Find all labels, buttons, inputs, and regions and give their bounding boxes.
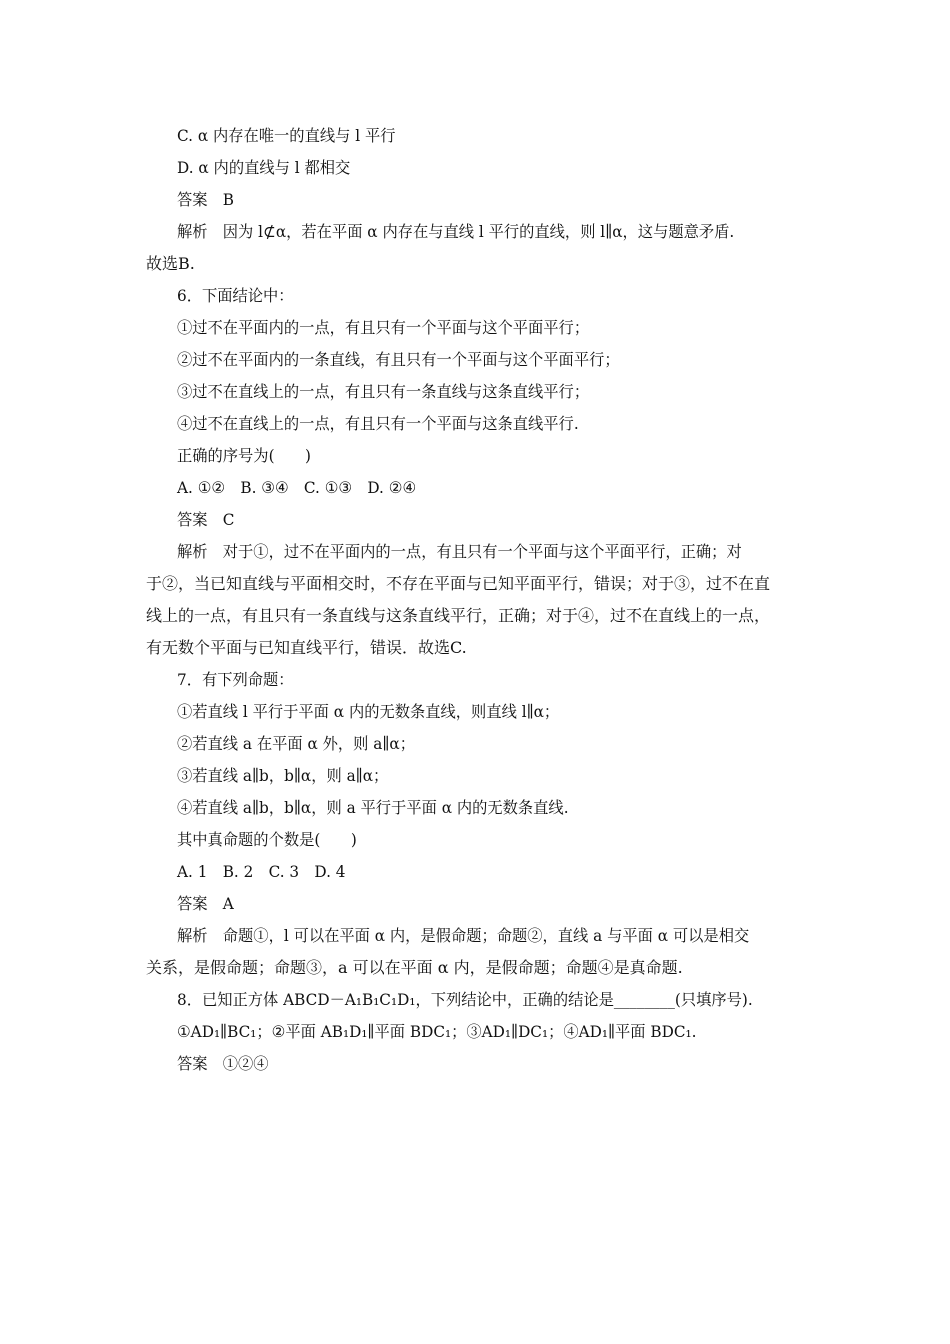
q6-statement-4: ④过不在直线上的一点，有且只有一个平面与这条直线平行.: [177, 414, 579, 433]
q8-statements: ①AD₁∥BC₁；②平面 AB₁D₁∥平面 BDC₁；③AD₁∥DC₁；④AD₁∥平面 BDC₁.: [177, 1022, 697, 1041]
q6-prompt: 正确的序号为( ): [177, 446, 312, 465]
analysis-6: 解析 对于①，过不在平面内的一点，有且只有一个平面与这个平面平行，正确；对: [177, 542, 742, 561]
q6-statement-1: ①过不在平面内的一点，有且只有一个平面与这个平面平行；: [177, 318, 590, 337]
answer-8: 答案 ①②④: [177, 1054, 269, 1073]
q7-proposition-3: ③若直线 a∥b，b∥α，则 a∥α；: [177, 766, 389, 785]
question-6: 6．下面结论中：: [177, 286, 294, 305]
analysis-7: 解析 命题①，l 可以在平面 α 内，是假命题；命题②，直线 a 与平面 α 可以是相交: [177, 926, 750, 945]
q7-options: A. 1 B. 2 C. 3 D. 4: [177, 862, 346, 881]
option-c: C. α 内存在唯一的直线与 l 平行: [177, 126, 396, 145]
q7-proposition-4: ④若直线 a∥b，b∥α，则 a 平行于平面 α 内的无数条直线.: [177, 798, 569, 817]
analysis-5: 解析 因为 l⊄α，若在平面 α 内存在与直线 l 平行的直线，则 l∥α，这与题意矛盾.: [177, 222, 735, 241]
q6-statement-2: ②过不在平面内的一条直线，有且只有一个平面与这个平面平行；: [177, 350, 620, 369]
q6-statement-3: ③过不在直线上的一点，有且只有一条直线与这条直线平行；: [177, 382, 590, 401]
answer-6: 答案 C: [177, 510, 235, 529]
q7-prompt: 其中真命题的个数是( ): [177, 830, 357, 849]
analysis-7-cont: 关系，是假命题；命题③，a 可以在平面 α 内，是假命题；命题④是真命题.: [146, 958, 683, 977]
q6-options: A. ①② B. ③④ C. ①③ D. ②④: [177, 478, 417, 497]
question-8: 8．已知正方体 ABCD－A₁B₁C₁D₁，下列结论中，正确的结论是________(只填序号).: [177, 990, 753, 1009]
answer-5: 答案 B: [177, 190, 235, 209]
answer-7: 答案 A: [177, 894, 234, 913]
q7-proposition-2: ②若直线 a 在平面 α 外，则 a∥α；: [177, 734, 416, 753]
q7-proposition-1: ①若直线 l 平行于平面 α 内的无数条直线，则直线 l∥α；: [177, 702, 560, 721]
option-d: D. α 内的直线与 l 都相交: [177, 158, 351, 177]
question-7: 7．有下列命题：: [177, 670, 294, 689]
analysis-6-cont-2: 线上的一点，有且只有一条直线与这条直线平行，正确；对于④，过不在直线上的一点，: [146, 606, 771, 625]
analysis-6-cont-3: 有无数个平面与已知直线平行，错误．故选C.: [146, 638, 467, 657]
analysis-6-cont-1: 于②，当已知直线与平面相交时，不存在平面与已知平面平行，错误；对于③，过不在直: [146, 574, 771, 593]
analysis-5-cont: 故选B.: [146, 254, 195, 273]
